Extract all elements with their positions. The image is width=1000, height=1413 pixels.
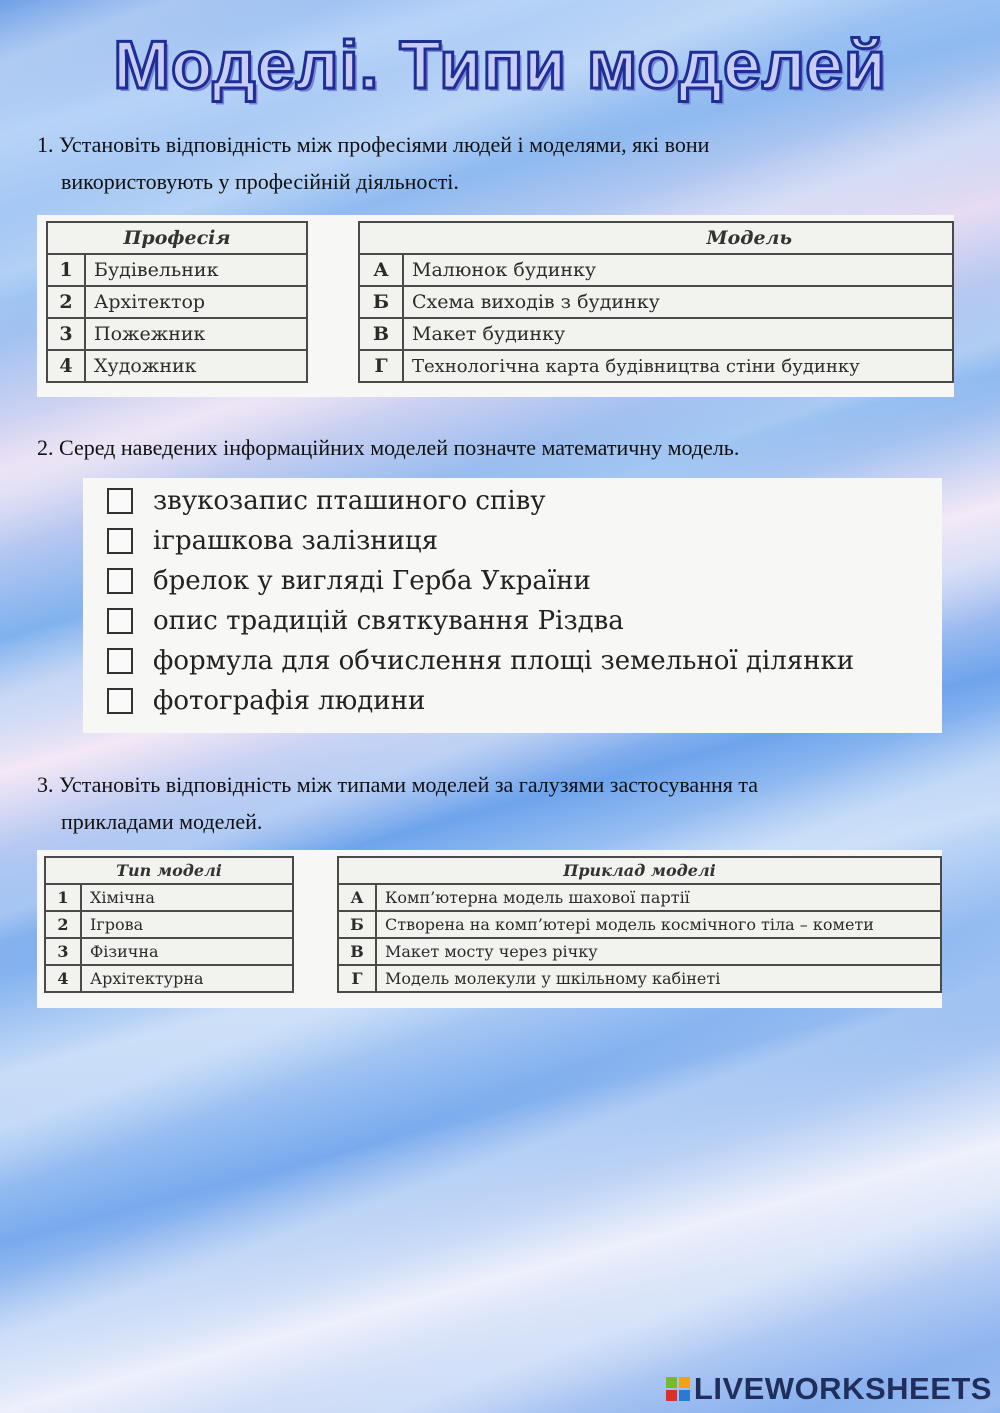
option-label: фотографія людини xyxy=(153,686,426,716)
task-1-right-table xyxy=(358,221,954,383)
row-letter: Г xyxy=(359,350,403,382)
row-text: Будівельник xyxy=(85,254,307,286)
row-number: 4 xyxy=(47,350,85,382)
option-item[interactable] xyxy=(107,526,438,556)
task-1-right-header: Модель xyxy=(359,222,953,254)
task-3-line1: 3. Установіть відповідність між типами моделей за галузями застосування та xyxy=(37,772,759,797)
task-3-left-header: Тип моделі xyxy=(45,857,293,884)
row-number: 3 xyxy=(47,318,85,350)
row-letter: Б xyxy=(338,911,376,938)
task-1-left-table xyxy=(46,221,308,383)
table-row xyxy=(338,938,941,965)
option-label: іграшкова залізниця xyxy=(153,526,439,556)
task-2-line1: 2. Серед наведених інформаційних моделей позначте математичну модель. xyxy=(37,435,740,460)
row-number: 1 xyxy=(47,254,85,286)
row-text: Макет мосту через річку xyxy=(376,938,941,965)
table-row xyxy=(359,286,953,318)
row-number: 1 xyxy=(45,884,81,911)
row-letter: А xyxy=(338,884,376,911)
checkbox[interactable] xyxy=(107,528,133,554)
row-letter: А xyxy=(359,254,403,286)
task-1-line2: використовують у професійній діяльності. xyxy=(61,169,459,194)
checkbox[interactable] xyxy=(107,648,133,674)
row-text: Архітектурна xyxy=(81,965,293,992)
row-number: 2 xyxy=(47,286,85,318)
row-text: Схема виходів з будинку xyxy=(403,286,953,318)
logo-square-icon xyxy=(666,1377,677,1388)
task-3-left-table xyxy=(44,856,294,993)
liveworksheets-logo[interactable] xyxy=(666,1371,992,1407)
table-row xyxy=(359,254,953,286)
table-row xyxy=(359,318,953,350)
option-item[interactable] xyxy=(107,486,546,516)
row-letter: Г xyxy=(338,965,376,992)
table-row xyxy=(45,911,293,938)
table-row xyxy=(47,254,307,286)
page-title: Моделі. Типи моделей xyxy=(113,27,887,103)
task-1-table-scan xyxy=(37,215,954,397)
row-number: 4 xyxy=(45,965,81,992)
task-3-line2: прикладами моделей. xyxy=(61,809,263,834)
option-item[interactable] xyxy=(107,646,854,676)
table-row xyxy=(47,318,307,350)
row-text: Ігрова xyxy=(81,911,293,938)
option-label: опис традицій святкування Різдва xyxy=(153,606,624,636)
checkbox[interactable] xyxy=(107,688,133,714)
row-number: 3 xyxy=(45,938,81,965)
logo-mark-icon xyxy=(666,1377,690,1401)
table-row xyxy=(47,286,307,318)
row-text: Малюнок будинку xyxy=(403,254,953,286)
task-3-right-table xyxy=(337,856,942,993)
task-1-line1: 1. Установіть відповідність між професіями людей і моделями, які вони xyxy=(37,132,710,157)
task-2-options-scan xyxy=(83,478,942,733)
row-text: Художник xyxy=(85,350,307,382)
task-1-prompt xyxy=(37,126,709,200)
task-3-table-scan xyxy=(37,850,942,1008)
row-text: Пожежник xyxy=(85,318,307,350)
row-text: Фізична xyxy=(81,938,293,965)
option-item[interactable] xyxy=(107,566,591,596)
row-text: Модель молекули у шкільному кабінеті xyxy=(376,965,941,992)
table-row xyxy=(45,884,293,911)
row-letter: В xyxy=(359,318,403,350)
table-row xyxy=(338,911,941,938)
task-3-prompt xyxy=(37,766,758,840)
option-item[interactable] xyxy=(107,606,624,636)
row-text: Комп’ютерна модель шахової партії xyxy=(376,884,941,911)
row-letter: Б xyxy=(359,286,403,318)
table-row xyxy=(45,938,293,965)
task-1-left-header: Професія xyxy=(47,222,307,254)
checkbox[interactable] xyxy=(107,488,133,514)
option-label: формула для обчислення площі земельної ділянки xyxy=(153,646,855,676)
checkbox[interactable] xyxy=(107,568,133,594)
table-row xyxy=(359,350,953,382)
logo-text: LIVEWORKSHEETS xyxy=(693,1371,992,1406)
logo-square-icon xyxy=(679,1390,690,1401)
row-letter: В xyxy=(338,938,376,965)
logo-square-icon xyxy=(666,1390,677,1401)
table-row xyxy=(45,965,293,992)
row-text: Макет будинку xyxy=(403,318,953,350)
task-3-right-header: Приклад моделі xyxy=(338,857,941,884)
option-label: звукозапис пташиного співу xyxy=(153,486,546,516)
checkbox[interactable] xyxy=(107,608,133,634)
row-number: 2 xyxy=(45,911,81,938)
logo-square-icon xyxy=(679,1377,690,1388)
row-text: Створена на комп’ютері модель космічного тіла – комети xyxy=(376,911,941,938)
table-row xyxy=(47,350,307,382)
row-text: Архітектор xyxy=(85,286,307,318)
table-row xyxy=(338,884,941,911)
option-label: брелок у вигляді Герба України xyxy=(153,566,591,596)
row-text: Технологічна карта будівництва стіни будинку xyxy=(403,350,953,382)
option-item[interactable] xyxy=(107,686,425,716)
task-2-prompt xyxy=(37,429,739,466)
row-text: Хімічна xyxy=(81,884,293,911)
table-row xyxy=(338,965,941,992)
